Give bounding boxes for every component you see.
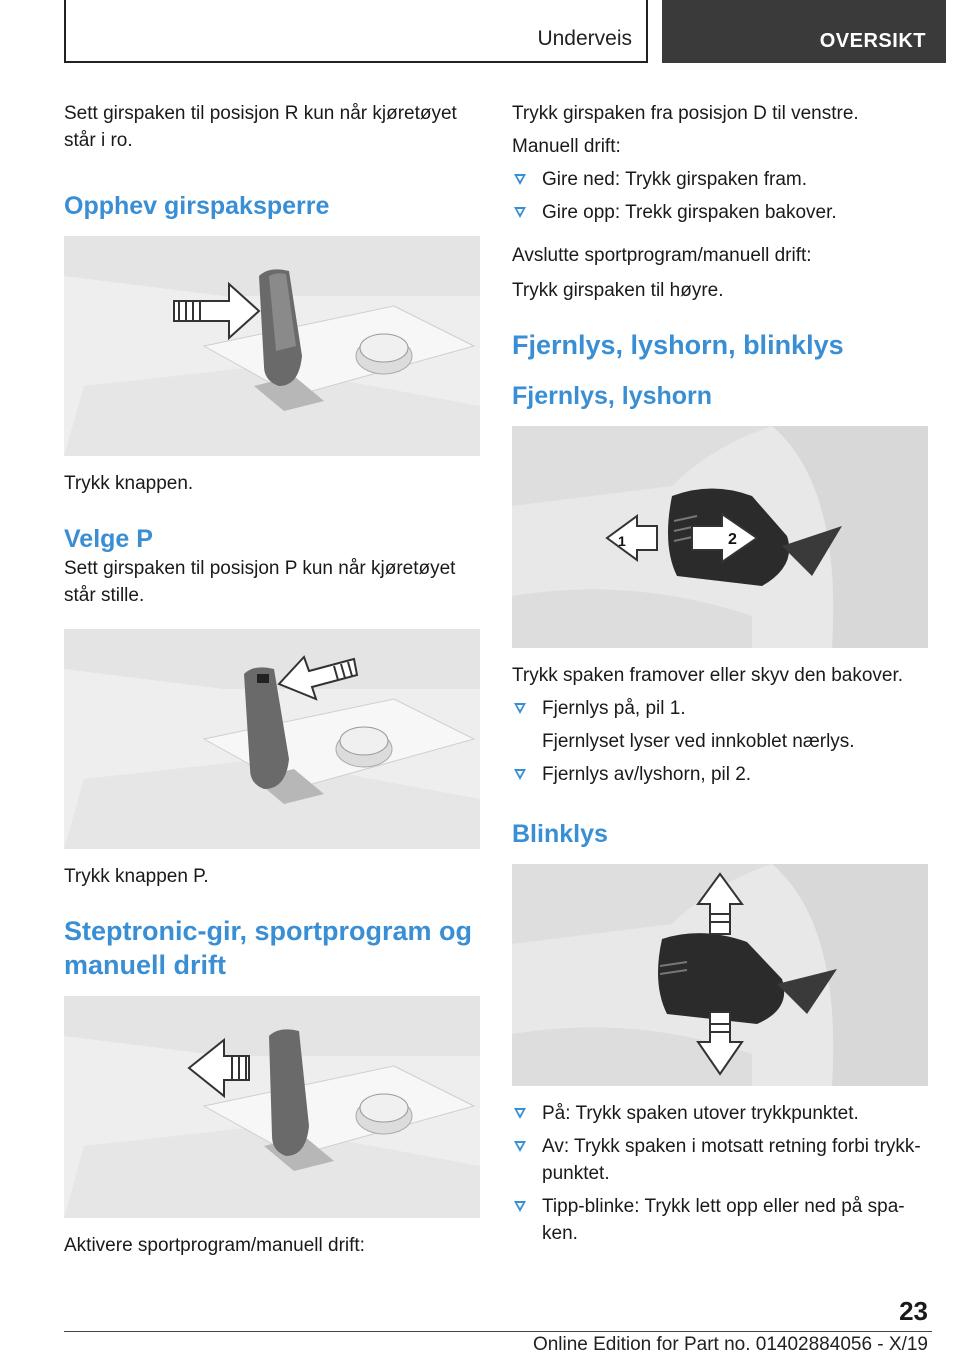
left-column: [64, 100, 480, 1259]
steptronic-caption: Aktivere sportprogram/manuell drift:: [64, 1235, 365, 1256]
intro-text: Sett girspaken til posisjon R kun når kjøretøyet står i ro.: [64, 103, 457, 151]
heading-lights: Fjernlys, lyshorn, blinklys: [512, 330, 844, 360]
turn-signal-list: [512, 1100, 932, 1247]
footer-divider: [64, 1331, 932, 1332]
heading-select-p: Velge P: [64, 525, 153, 553]
exit-label: Avslutte sportprogram/manuell drift:: [512, 245, 812, 266]
triangle-bullet-icon: [514, 1201, 526, 1212]
list-item: Fjernlys på, pil 1.: [512, 695, 932, 722]
manual-list: [512, 166, 932, 226]
triangle-bullet-icon: [514, 769, 526, 780]
header-section-label: Underveis: [537, 27, 632, 50]
list-item: Gire ned: Trykk girspaken fram.: [512, 166, 932, 193]
header-section-tab: [64, 0, 648, 63]
triangle-bullet-icon: [514, 207, 526, 218]
select-p-caption: Trykk knappen P.: [64, 866, 209, 887]
page-number: 23: [899, 1296, 928, 1326]
list-item: Gire opp: Trekk girspaken bakover.: [512, 199, 932, 226]
heading-steptronic: Steptronic-gir, sportprogram og manuell drift: [64, 916, 473, 980]
header-overview-label: OVERSIKT: [819, 30, 926, 52]
manual-label: Manuell drift:: [512, 136, 621, 157]
header-overview-tab[interactable]: [662, 0, 946, 63]
list-item: På: Trykk spaken utover trykkpunktet.: [512, 1100, 932, 1127]
footer-edition: Online Edition for Part no. 01402884056 - X/19: [532, 1334, 928, 1355]
triangle-bullet-icon: [514, 1108, 526, 1119]
heading-high-beam: Fjernlys, lyshorn: [512, 382, 713, 410]
list-item-sub: Fjernlyset lyser ved innkoblet nærlys.: [542, 731, 855, 752]
figure-gear-lever-p-button: [64, 629, 480, 849]
high-beam-text: Trykk spaken framover eller skyv den bakover.: [512, 665, 904, 686]
list-item: Av: Trykk spaken i motsatt retning forbi trykk-punktet.: [512, 1133, 932, 1187]
right-column: [512, 100, 932, 1247]
list-item: Tipp-blinke: Trykk lett opp eller ned på spa-ken.: [512, 1193, 932, 1247]
heading-turn-signal: Blinklys: [512, 820, 608, 848]
high-beam-list: [512, 695, 932, 788]
triangle-bullet-icon: [514, 1141, 526, 1152]
heading-release-lock: Opphev girspaksperre: [64, 192, 330, 220]
exit-text: Trykk girspaken til høyre.: [512, 280, 724, 301]
push-left-text: Trykk girspaken fra posisjon D til venstre.: [512, 103, 859, 124]
triangle-bullet-icon: [514, 703, 526, 714]
release-caption: Trykk knappen.: [64, 473, 194, 494]
figure-gear-lever-release: [64, 236, 480, 456]
arrow-2-label: 2: [728, 531, 737, 548]
figure-turn-signal-lever: [512, 864, 928, 1086]
list-item: Fjernlys av/lyshorn, pil 2.: [512, 761, 932, 788]
triangle-bullet-icon: [514, 174, 526, 185]
select-p-text: Sett girspaken til posisjon P kun når kjøretøyet står stille.: [64, 558, 456, 606]
figure-gear-lever-steptronic: [64, 996, 480, 1218]
figure-high-beam-lever: [512, 426, 928, 648]
arrow-1-label: 1: [618, 533, 626, 549]
